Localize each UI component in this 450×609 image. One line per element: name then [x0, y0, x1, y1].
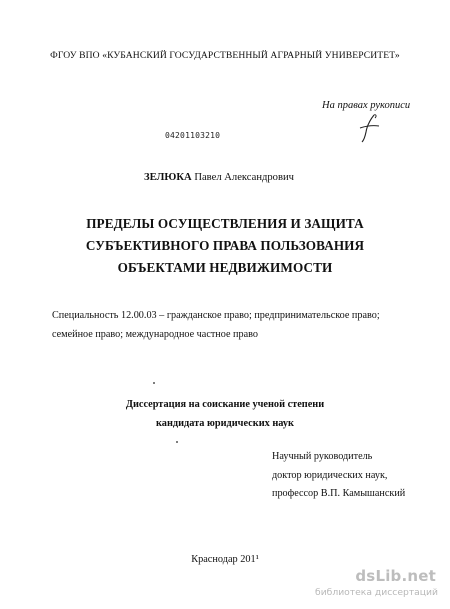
degree-statement	[0, 395, 450, 433]
advisor-line: профессор В.П. Камышанский	[272, 488, 406, 499]
degree-line: кандидата юридических наук	[156, 418, 294, 429]
author-name	[144, 172, 294, 183]
title-line: ПРЕДЕЛЫ ОСУЩЕСТВЛЕНИЯ И ЗАЩИТА	[86, 216, 364, 231]
organization-header: ФГОУ ВПО «КУБАНСКИЙ ГОСУДАРСТВЕННЫЙ АГРАРНЫЙ УНИВЕРСИТЕТ»	[50, 50, 400, 61]
signature-mark	[352, 112, 386, 144]
scientific-advisor-block	[272, 448, 405, 504]
watermark-subtitle: библиотека диссертаций	[315, 587, 438, 598]
scan-speck	[176, 441, 178, 443]
manuscript-rights-label: На правах рукописи	[322, 100, 411, 111]
title-line: ОБЪЕКТАМИ НЕДВИЖИМОСТИ	[117, 260, 333, 275]
author-given-names: Павел Александрович	[194, 172, 294, 183]
advisor-line: доктор юридических наук,	[272, 469, 388, 481]
specialty-line: семейное право; международное частное право	[52, 329, 258, 340]
degree-line: Диссертация на соискание ученой степени	[125, 399, 325, 410]
watermark-logo: dsLib.net	[355, 567, 436, 585]
city-year: Краснодар 201¹	[191, 554, 259, 565]
author-surname: ЗЕЛЮКА	[144, 172, 192, 183]
advisor-line: Научный руководитель	[272, 451, 373, 462]
scan-speck	[153, 382, 155, 384]
specialty-line: Специальность 12.00.03 – гражданское право; предпринимательское право;	[52, 310, 380, 321]
title-line: СУБЪЕКТИВНОГО ПРАВА ПОЛЬЗОВАНИЯ	[85, 238, 365, 253]
specialty-block	[52, 306, 432, 344]
document-registration-code: 04201103210	[165, 131, 221, 140]
dissertation-title	[0, 213, 450, 279]
